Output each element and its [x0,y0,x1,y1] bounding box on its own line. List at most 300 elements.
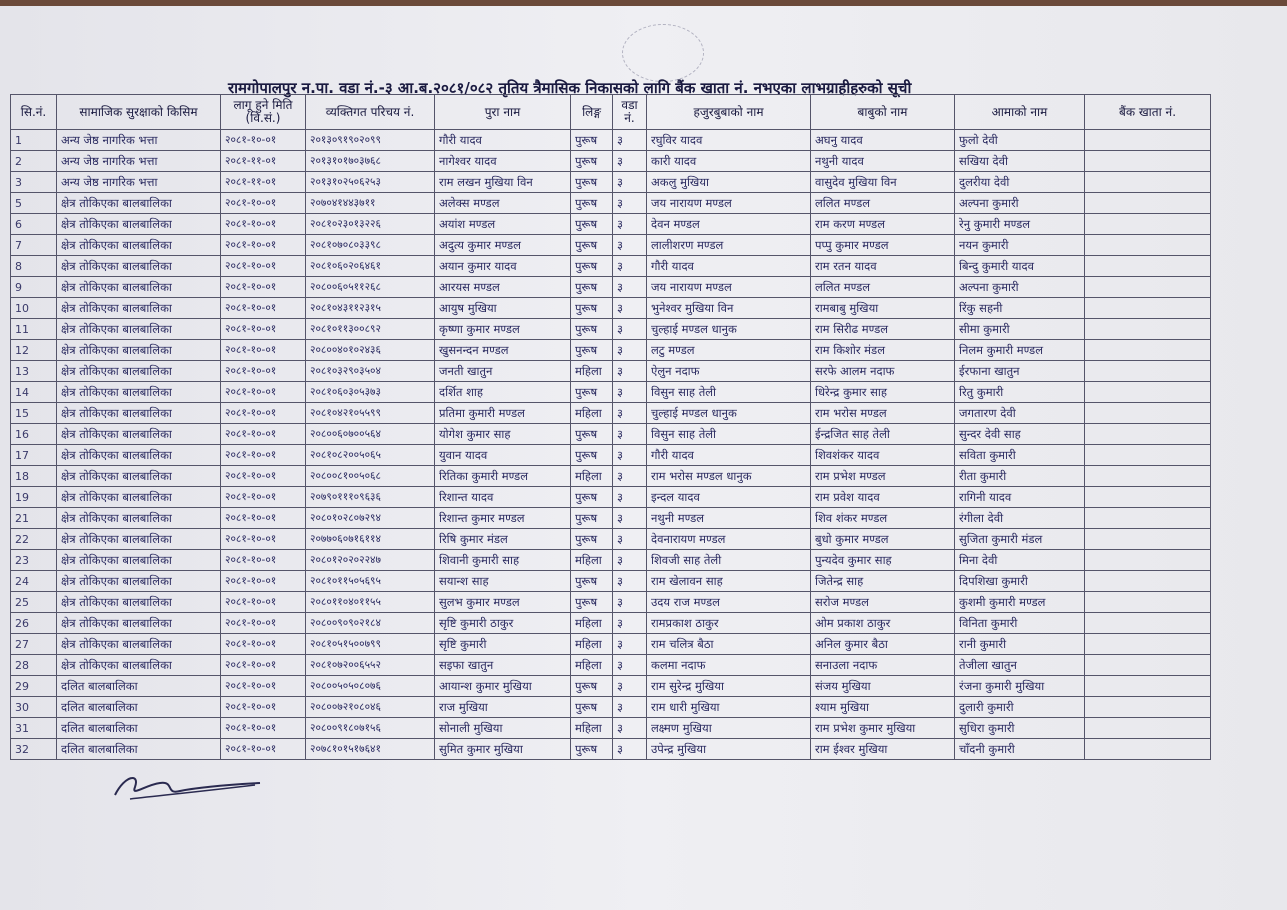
table-cell: राम रतन यादव [811,256,955,277]
table-cell: कृष्णा कुमार मण्डल [435,319,571,340]
table-cell: अनिल कुमार बैठा [811,634,955,655]
table-cell: विनिता कुमारी [955,613,1085,634]
table-cell: गौरी यादव [647,445,811,466]
table-cell: देवन मण्डल [647,214,811,235]
table-cell: ईन्द्रजित साह तेली [811,424,955,445]
table-cell: २०८१-१०-०१ [221,235,306,256]
table-cell: क्षेत्र तोकिएका बालबालिका [57,571,221,592]
table-cell: क्षेत्र तोकिएका बालबालिका [57,361,221,382]
table-cell: चुल्हाई मण्डल धानुक [647,403,811,424]
table-cell: कलमा नदाफ [647,655,811,676]
table-cell: जगतारण देवी [955,403,1085,424]
table-row [11,151,1211,172]
table-cell: २०८१-१०-०१ [221,466,306,487]
table-row [11,466,1211,487]
table-cell: ३ [613,445,647,466]
table-cell: नागेश्वर यादव [435,151,571,172]
table-cell: पुरूष [571,529,613,550]
column-header: पुरा नाम [435,95,571,130]
table-cell: लटु मण्डल [647,340,811,361]
table-cell: सविता कुमारी [955,445,1085,466]
table-cell: जय नारायण मण्डल [647,193,811,214]
table-cell: सुन्दर देवी साह [955,424,1085,445]
table-cell: क्षेत्र तोकिएका बालबालिका [57,508,221,529]
table-cell: २०८१-१०-०१ [221,487,306,508]
table-row [11,676,1211,697]
table-cell: सरोज मण्डल [811,592,955,613]
table-cell: आयान्श कुमार मुखिया [435,676,571,697]
table-cell: दर्शित शाह [435,382,571,403]
table-cell: संजय मुखिया [811,676,955,697]
table-cell: क्षेत्र तोकिएका बालबालिका [57,382,221,403]
table-row [11,361,1211,382]
table-cell: २०८१०११३००८९२ [306,319,435,340]
table-cell: २०८१०५१५००७९९ [306,634,435,655]
table-cell: बुधो कुमार मण्डल [811,529,955,550]
table-cell: २०८००९०९०२१८४ [306,613,435,634]
table-cell: अयान कुमार यादव [435,256,571,277]
table-cell: पुरूष [571,277,613,298]
table-cell: क्षेत्र तोकिएका बालबालिका [57,193,221,214]
table-cell: नथुनी यादव [811,151,955,172]
table-cell [1085,214,1211,235]
table-cell: क्षेत्र तोकिएका बालबालिका [57,403,221,424]
office-seal-stamp [622,24,704,82]
table-cell: ३ [613,382,647,403]
table-cell [1085,151,1211,172]
table-cell [1085,739,1211,760]
table-cell: भुनेश्वर मुखिया विन [647,298,811,319]
table-cell: 23 [11,550,57,571]
table-cell: राम ईश्वर मुखिया [811,739,955,760]
table-cell [1085,172,1211,193]
table-cell: अलेक्स मण्डल [435,193,571,214]
table-cell: शिवजी साह तेली [647,550,811,571]
table-cell: उदय राज मण्डल [647,592,811,613]
table-row [11,697,1211,718]
signature [105,765,265,805]
table-cell: २०८१-१०-०१ [221,739,306,760]
table-cell: निलम कुमारी मण्डल [955,340,1085,361]
table-cell: पुरूष [571,298,613,319]
table-cell: वासुदेव मुखिया विन [811,172,955,193]
table-cell: २०७८१०१५१७६४१ [306,739,435,760]
table-cell: जनती खातुन [435,361,571,382]
table-cell: सुधिरा कुमारी [955,718,1085,739]
table-cell: २०८१-१०-०१ [221,613,306,634]
table-cell: सृष्टि कुमारी [435,634,571,655]
table-cell: २०८१०६०३०५३७३ [306,382,435,403]
table-row [11,214,1211,235]
column-header: सामाजिक सुरक्षाको किसिम [57,95,221,130]
table-cell [1085,424,1211,445]
table-cell: २०७९०१११०९६३६ [306,487,435,508]
table-cell: ३ [613,487,647,508]
table-cell: ३ [613,403,647,424]
table-cell: राम सुरेन्द्र मुखिया [647,676,811,697]
table-row [11,256,1211,277]
table-cell: महिला [571,634,613,655]
table-cell: २०८००९१८०७१५६ [306,718,435,739]
table-cell: 1 [11,130,57,151]
table-cell: राम धारी मुखिया [647,697,811,718]
column-header: सि.नं. [11,95,57,130]
table-cell: ३ [613,529,647,550]
table-cell: गौरी यादव [647,256,811,277]
table-cell: लालीशरण मण्डल [647,235,811,256]
table-cell: २०८१-१०-०१ [221,214,306,235]
table-row [11,277,1211,298]
table-cell: पुरूष [571,172,613,193]
table-cell: 31 [11,718,57,739]
table-cell: २०८१-११-०१ [221,151,306,172]
table-cell: 11 [11,319,57,340]
table-cell: २०८१-१०-०१ [221,508,306,529]
table-cell: ३ [613,361,647,382]
table-cell: 5 [11,193,57,214]
table-row [11,445,1211,466]
table-row [11,592,1211,613]
table-cell: 26 [11,613,57,634]
table-cell [1085,235,1211,256]
table-cell [1085,718,1211,739]
table-cell: महिला [571,718,613,739]
table-cell: २०८१०७०८०३३९८ [306,235,435,256]
table-row [11,718,1211,739]
table-cell: २०८०१२०२०२२४७ [306,550,435,571]
table-cell: २०८०१०२८०७२९४ [306,508,435,529]
table-cell: राम किशोर मंडल [811,340,955,361]
table-cell [1085,193,1211,214]
table-cell: ३ [613,739,647,760]
table-cell: रितु कुमारी [955,382,1085,403]
table-cell: पुरूष [571,235,613,256]
table-cell: रघुविर यादव [647,130,811,151]
table-cell: सइफा खातुन [435,655,571,676]
table-cell: राम सिरीढ मण्डल [811,319,955,340]
table-cell: राम करण मण्डल [811,214,955,235]
table-cell: महिला [571,550,613,571]
column-header: व्यक्तिगत परिचय नं. [306,95,435,130]
table-cell [1085,613,1211,634]
table-cell: २०८०११०४०११५५ [306,592,435,613]
table-cell: २०८१-१०-०१ [221,403,306,424]
table-row [11,487,1211,508]
table-cell: दलित बालबालिका [57,739,221,760]
table-cell: महिला [571,361,613,382]
table-cell: रेनु कुमारी मण्डल [955,214,1085,235]
table-cell: रिशान्त यादव [435,487,571,508]
table-cell: पुरूष [571,319,613,340]
table-cell: २०८००७२१०८०४६ [306,697,435,718]
table-cell: राम चलित्र बैठा [647,634,811,655]
column-header: हजुरबुबाको नाम [647,95,811,130]
table-cell: ३ [613,571,647,592]
table-cell: नथुनी मण्डल [647,508,811,529]
table-cell: २०८१-१०-०१ [221,655,306,676]
table-row [11,571,1211,592]
table-cell: तेजीला खातुन [955,655,1085,676]
table-cell: दलित बालबालिका [57,676,221,697]
table-row [11,172,1211,193]
table-cell: श्याम मुखिया [811,697,955,718]
table-cell: २०८००६०७००५६४ [306,424,435,445]
table-cell: २०८१०११५०५६९५ [306,571,435,592]
table-cell: पुरूष [571,382,613,403]
table-cell: राम खेलावन साह [647,571,811,592]
table-cell: २०८००४०१०२४३६ [306,340,435,361]
table-cell: २०८१-१०-०१ [221,697,306,718]
table-cell [1085,382,1211,403]
table-cell: पुरूष [571,130,613,151]
table-cell: नयन कुमारी [955,235,1085,256]
table-cell [1085,361,1211,382]
table-cell: 8 [11,256,57,277]
table-cell: 19 [11,487,57,508]
table-cell: २०८१-१०-०१ [221,550,306,571]
table-cell: दिपशिखा कुमारी [955,571,1085,592]
table-cell: ३ [613,151,647,172]
table-cell: धिरेन्द्र कुमार साह [811,382,955,403]
table-cell: २०७७०६०७१६११४ [306,529,435,550]
table-cell: 12 [11,340,57,361]
table-cell [1085,277,1211,298]
table-cell: क्षेत्र तोकिएका बालबालिका [57,319,221,340]
table-header-row [11,95,1211,130]
table-cell: क्षेत्र तोकिएका बालबालिका [57,235,221,256]
table-cell: अदुत्य कुमार मण्डल [435,235,571,256]
table-cell [1085,676,1211,697]
table-cell: २०८१-१०-०१ [221,361,306,382]
table-row [11,319,1211,340]
table-cell: २०८१-१०-०१ [221,634,306,655]
table-cell: ओम प्रकाश ठाकुर [811,613,955,634]
table-cell: रिंकु सहनी [955,298,1085,319]
table-cell: प्रतिमा कुमारी मण्डल [435,403,571,424]
table-cell: सखिया देवी [955,151,1085,172]
table-cell: पुरूष [571,487,613,508]
table-cell: मिना देवी [955,550,1085,571]
table-row [11,193,1211,214]
table-cell: पुरूष [571,193,613,214]
table-cell: रंगीला देवी [955,508,1085,529]
table-cell: २०८१०८२००५०६५ [306,445,435,466]
table-cell: २०८१-१०-०१ [221,130,306,151]
table-cell: सोनाली मुखिया [435,718,571,739]
table-cell: ललित मण्डल [811,277,955,298]
table-cell: राम प्रभेश कुमार मुखिया [811,718,955,739]
table-cell: २०८००५०५०८०७६ [306,676,435,697]
column-header: लिङ्ग [571,95,613,130]
table-cell: राम भरोस मण्डल धानुक [647,466,811,487]
table-cell: दुलरीया देवी [955,172,1085,193]
table-cell: क्षेत्र तोकिएका बालबालिका [57,592,221,613]
table-cell: २०८१-१०-०१ [221,277,306,298]
table-cell: चाँदनी कुमारी [955,739,1085,760]
table-cell: पुन्यदेव कुमार साह [811,550,955,571]
table-cell: ३ [613,130,647,151]
table-row [11,235,1211,256]
table-cell: महिला [571,466,613,487]
column-header: वडा नं. [613,95,647,130]
table-row [11,130,1211,151]
table-cell: रानी कुमारी [955,634,1085,655]
table-cell: ३ [613,340,647,361]
beneficiary-table [10,94,1211,760]
table-cell: पुरूष [571,445,613,466]
table-cell: २०८१-१०-०१ [221,340,306,361]
table-cell: सयान्श साह [435,571,571,592]
column-header: लागू हुने मिति (वि.सं.) [221,95,306,130]
table-cell: 29 [11,676,57,697]
table-cell: महिला [571,403,613,424]
table-cell: शिवशंकर यादव [811,445,955,466]
table-cell [1085,445,1211,466]
table-cell: 14 [11,382,57,403]
table-cell: 18 [11,466,57,487]
table-row [11,613,1211,634]
table-row [11,508,1211,529]
table-cell [1085,319,1211,340]
table-cell: दुलारी कुमारी [955,697,1085,718]
table-cell: रंजना कुमारी मुखिया [955,676,1085,697]
table-cell: २०८१-१०-०१ [221,592,306,613]
table-cell: २०८१०४२१०५५९९ [306,403,435,424]
table-cell [1085,550,1211,571]
table-cell: सृष्टि कुमारी ठाकुर [435,613,571,634]
table-cell: पुरूष [571,214,613,235]
table-cell: 24 [11,571,57,592]
table-row [11,403,1211,424]
table-cell: ३ [613,256,647,277]
table-cell: 6 [11,214,57,235]
table-cell: क्षेत्र तोकिएका बालबालिका [57,214,221,235]
table-cell: राम प्रभेश मण्डल [811,466,955,487]
table-cell: राम प्रवेश यादव [811,487,955,508]
table-cell: 32 [11,739,57,760]
table-cell: 15 [11,403,57,424]
table-cell: क्षेत्र तोकिएका बालबालिका [57,256,221,277]
table-cell: दलित बालबालिका [57,718,221,739]
table-cell: शिवानी कुमारी साह [435,550,571,571]
table-cell: २०८१-१०-०१ [221,319,306,340]
table-cell: ३ [613,508,647,529]
table-cell: रितिका कुमारी मण्डल [435,466,571,487]
table-cell: दलित बालबालिका [57,697,221,718]
table-cell: राम लखन मुखिया विन [435,172,571,193]
table-cell: अघनु यादव [811,130,955,151]
table-cell: बिन्दु कुमारी यादव [955,256,1085,277]
table-cell: क्षेत्र तोकिएका बालबालिका [57,298,221,319]
table-cell: ३ [613,298,647,319]
table-cell: 30 [11,697,57,718]
table-cell: पुरूष [571,256,613,277]
table-cell: 17 [11,445,57,466]
table-cell: पप्पु कुमार मण्डल [811,235,955,256]
table-cell: ३ [613,550,647,571]
table-cell [1085,256,1211,277]
table-cell: ईरफाना खातुन [955,361,1085,382]
table-cell: २०८००८१००५०६८ [306,466,435,487]
table-cell: 16 [11,424,57,445]
table-row [11,655,1211,676]
table-cell: २०८१-१०-०१ [221,382,306,403]
table-cell: विसुन साह तेली [647,424,811,445]
table-cell [1085,592,1211,613]
table-row [11,424,1211,445]
table-cell: सीमा कुमारी [955,319,1085,340]
table-cell: सुमित कुमार मुखिया [435,739,571,760]
table-cell: क्षेत्र तोकिएका बालबालिका [57,613,221,634]
table-cell: पुरूष [571,676,613,697]
column-header: आमाको नाम [955,95,1085,130]
table-cell: पुरूष [571,697,613,718]
table-cell [1085,403,1211,424]
table-cell [1085,655,1211,676]
table-cell: क्षेत्र तोकिएका बालबालिका [57,655,221,676]
table-cell: सुजिता कुमारी मंडल [955,529,1085,550]
table-cell: 22 [11,529,57,550]
table-cell: ३ [613,235,647,256]
table-cell [1085,130,1211,151]
table-cell: पुरूष [571,571,613,592]
table-cell: 27 [11,634,57,655]
table-cell: रीता कुमारी [955,466,1085,487]
table-cell: २०८१-१०-०१ [221,256,306,277]
table-cell: देवनारायण मण्डल [647,529,811,550]
column-header: बाबुको नाम [811,95,955,130]
table-cell: २०८१०३२९०३५०४ [306,361,435,382]
table-cell: क्षेत्र तोकिएका बालबालिका [57,487,221,508]
table-cell: ३ [613,718,647,739]
table-cell [1085,340,1211,361]
table-cell: गौरी यादव [435,130,571,151]
table-cell: कारी यादव [647,151,811,172]
table-cell: राज मुखिया [435,697,571,718]
table-cell: पुरूष [571,508,613,529]
table-cell: 25 [11,592,57,613]
table-cell: २०८१-१०-०१ [221,298,306,319]
table-cell: ३ [613,676,647,697]
table-cell: २०८१-१०-०१ [221,718,306,739]
table-cell: २०८१-११-०१ [221,172,306,193]
table-cell: २०८१-१०-०१ [221,571,306,592]
table-cell: क्षेत्र तोकिएका बालबालिका [57,340,221,361]
table-row [11,529,1211,550]
table-cell: अयांश मण्डल [435,214,571,235]
table-cell [1085,529,1211,550]
table-cell: २०१३१०२५०६२५३ [306,172,435,193]
document-title: रामगोपालपुर न.पा. वडा नं.-३ आ.ब.२०८१/०८२ तृतिय त्रैमासिक निकासको लागि बैंक खाता नं. नभएका लाभग्राहीहरुको सूची [228,79,912,97]
table-cell [1085,466,1211,487]
table-cell: 28 [11,655,57,676]
table-cell: कुशमी कुमारी मण्डल [955,592,1085,613]
table-cell: ३ [613,319,647,340]
table-cell: सरफे आलम नदाफ [811,361,955,382]
table-cell: पुरूष [571,739,613,760]
table-cell: शिव शंकर मण्डल [811,508,955,529]
table-cell: क्षेत्र तोकिएका बालबालिका [57,529,221,550]
table-row [11,550,1211,571]
table-cell: ३ [613,613,647,634]
table-cell: २०८१-१०-०१ [221,445,306,466]
table-cell: क्षेत्र तोकिएका बालबालिका [57,277,221,298]
table-cell: क्षेत्र तोकिएका बालबालिका [57,445,221,466]
table-cell: राम भरोस मण्डल [811,403,955,424]
table-cell [1085,571,1211,592]
table-cell: रामप्रकाश ठाकुर [647,613,811,634]
table-cell: उपेन्द्र मुखिया [647,739,811,760]
